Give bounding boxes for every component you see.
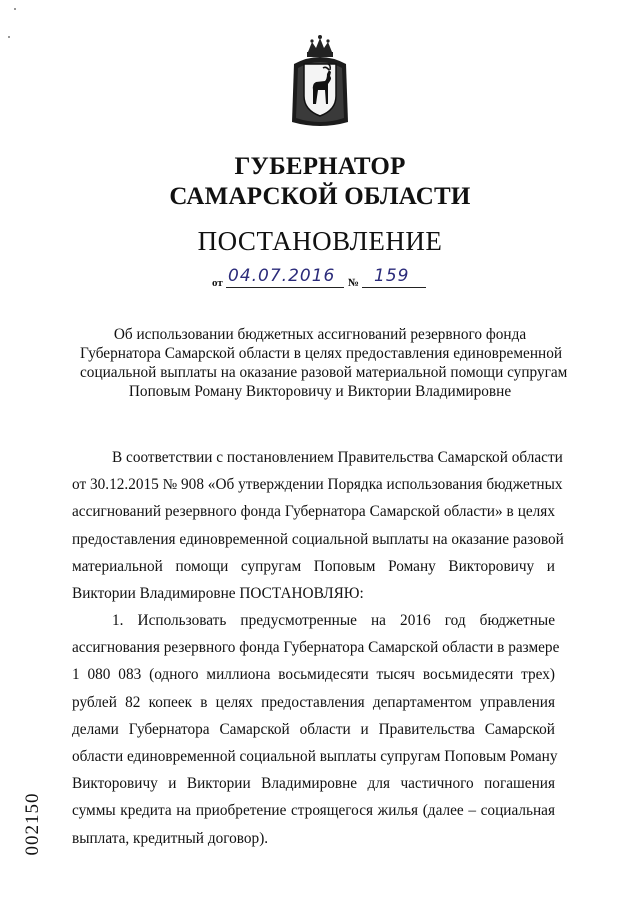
- date-value: 04.07.2016: [228, 266, 336, 286]
- title-line: Поповым Роману Викторовичу и Виктории Владимировне: [128, 383, 512, 400]
- scan-speck: [8, 36, 10, 38]
- coat-of-arms-icon: [288, 34, 352, 130]
- paragraph-line: выплата, кредитный договор).: [72, 829, 269, 847]
- paragraph-line: Виктории Владимировне ПОСТАНОВЛЯЮ:: [72, 584, 364, 602]
- authority-title: ГУБЕРНАТОР: [234, 153, 406, 180]
- paragraph-line: области единовременной социальной выплаты супругам Поповым Роману: [72, 747, 558, 765]
- number-underline: [362, 287, 426, 288]
- date-line: [212, 268, 442, 290]
- paragraph-line: рублей 82 копеек в целях предоставления департаментом управления: [72, 693, 555, 711]
- paragraph-clause-1: [72, 607, 560, 852]
- paragraph-line: 1 080 083 (одного миллиона восьмидесяти тысяч восьмидесяти трех): [72, 666, 555, 684]
- paragraph-preamble: [72, 444, 564, 607]
- title-line: Губернатора Самарской области в целях предоставления единовременной: [80, 345, 563, 362]
- date-from-label: от: [212, 277, 223, 289]
- paragraph-line: от 30.12.2015 № 908 «Об утверждении Порядка использования бюджетных: [72, 476, 563, 494]
- margin-stamp-number: 002150: [22, 792, 43, 856]
- paragraph-line: ассигнований резервного фонда Губернатора Самарской области» в целях: [72, 503, 555, 521]
- authority-region: САМАРСКОЙ ОБЛАСТИ: [169, 183, 471, 210]
- title-line: Об использовании бюджетных ассигнований резервного фонда: [113, 326, 527, 343]
- number-label: №: [348, 277, 360, 289]
- number-value: 159: [374, 266, 410, 286]
- paragraph-line: 1. Использовать предусмотренные на 2016 год бюджетные: [112, 612, 555, 629]
- paragraph-line: предоставления единовременной социальной выплаты на оказание разовой: [72, 530, 564, 548]
- paragraph-line: В соответствии с постановлением Правительства Самарской области: [112, 449, 563, 466]
- paragraph-line: Викторовичу и Виктории Владимировне для частичного погашения: [72, 775, 555, 793]
- margin-stamp: [20, 784, 46, 864]
- title-line: социальной выплаты на оказание разовой материальной помощи супругам: [80, 364, 568, 381]
- paragraph-line: материальной помощи супругам Поповым Роману Викторовичу и: [72, 557, 555, 575]
- document-title: [80, 325, 568, 401]
- document-type: ПОСТАНОВЛЕНИЕ: [197, 226, 443, 256]
- paragraph-line: делами Губернатора Самарской области и Правительства Самарской: [72, 720, 555, 738]
- paragraph-line: суммы кредита на приобретение строящегося жилья (далее – социальная: [72, 802, 555, 820]
- paragraph-line: ассигнования резервного фонда Губернатора Самарской области в размере: [72, 639, 560, 657]
- date-underline: [226, 287, 344, 288]
- scan-speck: [14, 8, 16, 10]
